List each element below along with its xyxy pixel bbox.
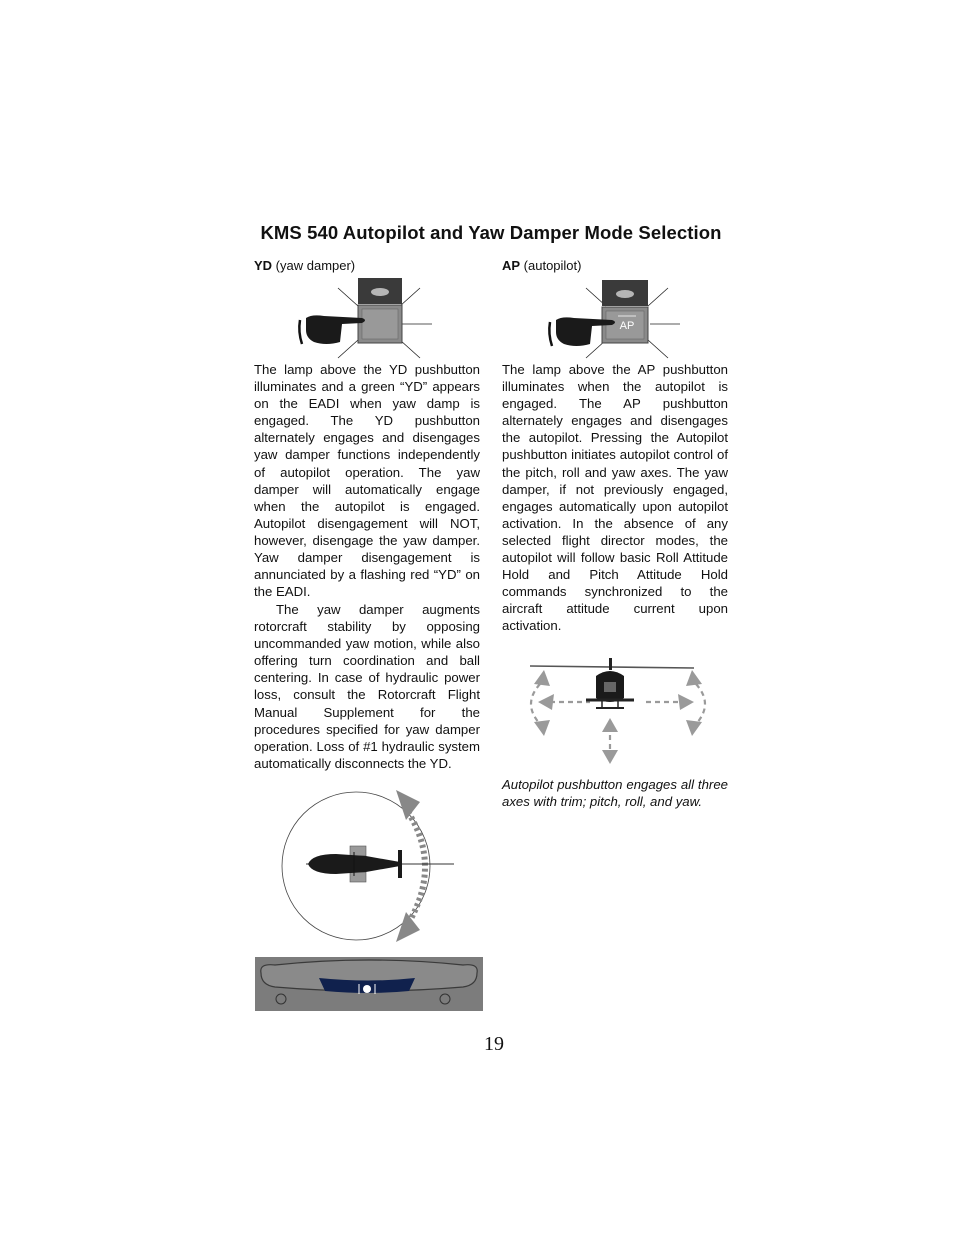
yd-paragraph-1: The lamp above the YD pushbutton illuminates and a green “YD” appears on the EADI when yaw damp is engaged. The YD pushbutton alternately engages and disengages yaw damper functions independently of autopilot operation. The yaw damper will automatically engage when the autopilot is engaged. Autopilot disengagement will NOT, however, disengage the yaw damper. Yaw damper disengagement is annunciated by a flashing red “YD” on the EADI. — [254, 362, 480, 600]
ap-caption: Autopilot pushbutton engages all three axes with trim; pitch, roll, and yaw. — [502, 777, 728, 810]
pointing-hand-icon — [299, 315, 365, 344]
yd-label — [254, 258, 355, 273]
yd-label-rest: (yaw damper) — [272, 258, 356, 273]
page-title: KMS 540 Autopilot and Yaw Damper Mode Selection — [260, 222, 722, 243]
page-number: 19 — [484, 1033, 504, 1055]
helicopter-top-icon — [306, 846, 454, 882]
helicopter-front-icon — [530, 658, 694, 708]
yaw-motion-diagram — [276, 784, 456, 946]
yd-label-bold: YD — [254, 258, 273, 273]
ap-pushbutton-illustration — [544, 276, 684, 362]
yd-pushbutton-illustration — [296, 276, 436, 362]
ap-label-rest: (autopilot) — [520, 258, 582, 273]
eadi-display-panel — [255, 957, 483, 1011]
ap-paragraph-1: The lamp above the AP pushbutton illuminates when the autopilot is engaged. The AP pushbutton alternately engages and disengages the autopilot. Pressing the Autopilot pushbutton initiates autopilot control of the pitch, roll and yaw axes. The yaw damper, if not previously engaged, engages automatically upon autopilot activation. In the absence of any selected flight director modes, the autopilot will follow basic Roll Attitude Hold and Pitch Attitude Hold commands synchronized to the aircraft attitude current upon activation. — [502, 362, 728, 634]
three-axis-motion-diagram — [522, 656, 718, 768]
ap-button-text: AP — [619, 320, 635, 332]
ap-label — [502, 258, 581, 273]
yd-paragraph-2: The yaw damper augments rotorcraft stability by opposing uncommanded yaw motion, while also offering turn coordination and ball centering. In case of hydraulic power loss, consult the Rotorcraft Flight Manual Supplement for the procedures specified for yaw damper operation. Loss of #1 hydraulic system automatically disconnects the YD. — [254, 602, 480, 771]
ap-label-bold: AP — [502, 258, 521, 273]
